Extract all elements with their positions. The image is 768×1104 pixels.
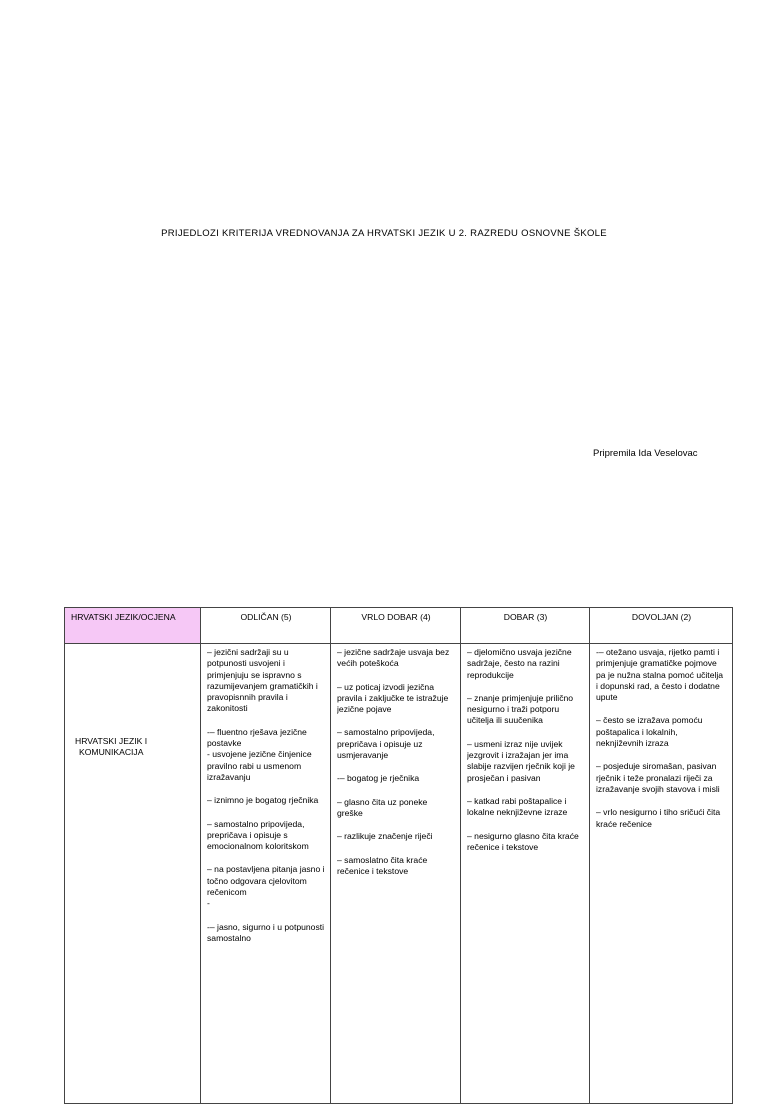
- vrlo-dobar-cell: [331, 644, 461, 1104]
- odlican-item: -– fluentno rješava jezične postavke: [207, 726, 307, 749]
- dobar-item: – djelomično usvaja jezične sadržaje, često na razini reprodukcije: [467, 647, 572, 680]
- vrlo-dobar-item: – uz poticaj izvodi jezična pravila i zaključke te istražuje jezične pojave: [337, 681, 449, 715]
- odlican-item: -: [207, 898, 210, 909]
- dovoljan-item: – posjeduje siromašan, pasivan rječnik i teže pronalazi riječi za izražavanje svojih stavova i misli: [596, 761, 720, 794]
- header-row: [65, 608, 733, 644]
- vrlo-dobar-item: -– bogatog je rječnika: [337, 773, 420, 784]
- dobar-item: – znanje primjenjuje prilično nesigurno i traži potporu učitelja ili suučenika: [467, 692, 574, 726]
- vrlo-dobar-item: – samoslatno čita kraće rečenice i tekstove: [337, 854, 428, 876]
- odlican-item: – na postavljena pitanja jasno i točno odgovara cjelovitom rečenicom: [207, 864, 325, 898]
- dovoljan-item: -– otežano usvaja, rijetko pamti i primjenjuje gramatičke pojmove pa je nužna stalna pomoć učitelja i dopunski rad, a često i dodatne upute: [596, 647, 724, 703]
- subject-line-1: HRVATSKI JEZIK I: [75, 736, 148, 746]
- odlican-item: – iznimno je bogatog rječnika: [207, 795, 319, 806]
- subject-row: [65, 644, 733, 1104]
- corner-header: HRVATSKI JEZIK/OCJENA: [65, 608, 201, 644]
- criteria-table: [64, 607, 733, 1104]
- dovoljan-cell: [590, 644, 733, 1104]
- vrlo-dobar-item: – razlikuje značenje riječi: [337, 831, 433, 842]
- odlican-item: -– jasno, sigurno i u potpunosti samostalno: [207, 921, 325, 943]
- document-title: PRIJEDLOZI KRITERIJA VREDNOVANJA ZA HRVATSKI JEZIK U 2. RAZREDU OSNOVNE ŠKOLE: [161, 228, 607, 239]
- dovoljan-item: – vrlo nesigurno i tiho sričući čita kraće rečenice: [596, 807, 721, 829]
- vrlo-dobar-item: – samostalno pripovijeda, prepričava i opisuje uz usmjeravanje: [337, 727, 435, 761]
- odlican-item: - usvojene jezične činjenice pravilno rabi u usmenom izražavanju: [207, 749, 312, 782]
- subject-line-2: KOMUNIKACIJA: [79, 747, 144, 758]
- dobar-item: – katkad rabi poštapalice i lokalne neknjiževne izraze: [467, 795, 568, 818]
- vrlo-dobar-item: – jezične sadržaje usvaja bez većih poteškoća: [337, 647, 450, 669]
- odlican-item: – samostalno pripovijeda, prepričava i opisuje s emocionalnom koloritskom: [207, 818, 309, 852]
- author-line: Pripremila Ida Veselovac: [593, 448, 698, 459]
- odlican-cell: [201, 644, 331, 1104]
- dovoljan-item: – često se izražava pomoću poštapalica i lokalnih, neknjiževnih izraza: [596, 715, 703, 749]
- dobar-item: – usmeni izraz nije uvijek jezgrovit i izražajan jer ima slabije razvijen rječnik koji je prosječan i pasivan: [467, 738, 575, 783]
- header-vrlo-dobar: VRLO DOBAR (4): [331, 608, 461, 644]
- subject-cell: [65, 644, 201, 1104]
- dobar-item: – nesigurno glasno čita kraće rečenice i tekstove: [467, 830, 579, 852]
- vrlo-dobar-item: – glasno čita uz poneke greške: [337, 796, 428, 818]
- header-dovoljan: DOVOLJAN (2): [590, 608, 733, 644]
- header-odlican: ODLIČAN (5): [201, 608, 331, 644]
- header-dobar: DOBAR (3): [461, 608, 590, 644]
- dobar-cell: [461, 644, 590, 1104]
- odlican-item: – jezični sadržaji su u potpunosti usvojeni i primjenjuju se ispravno s razumijevanjem gramatičkih i pravopisnnih pravila i zakonitosti: [207, 647, 318, 714]
